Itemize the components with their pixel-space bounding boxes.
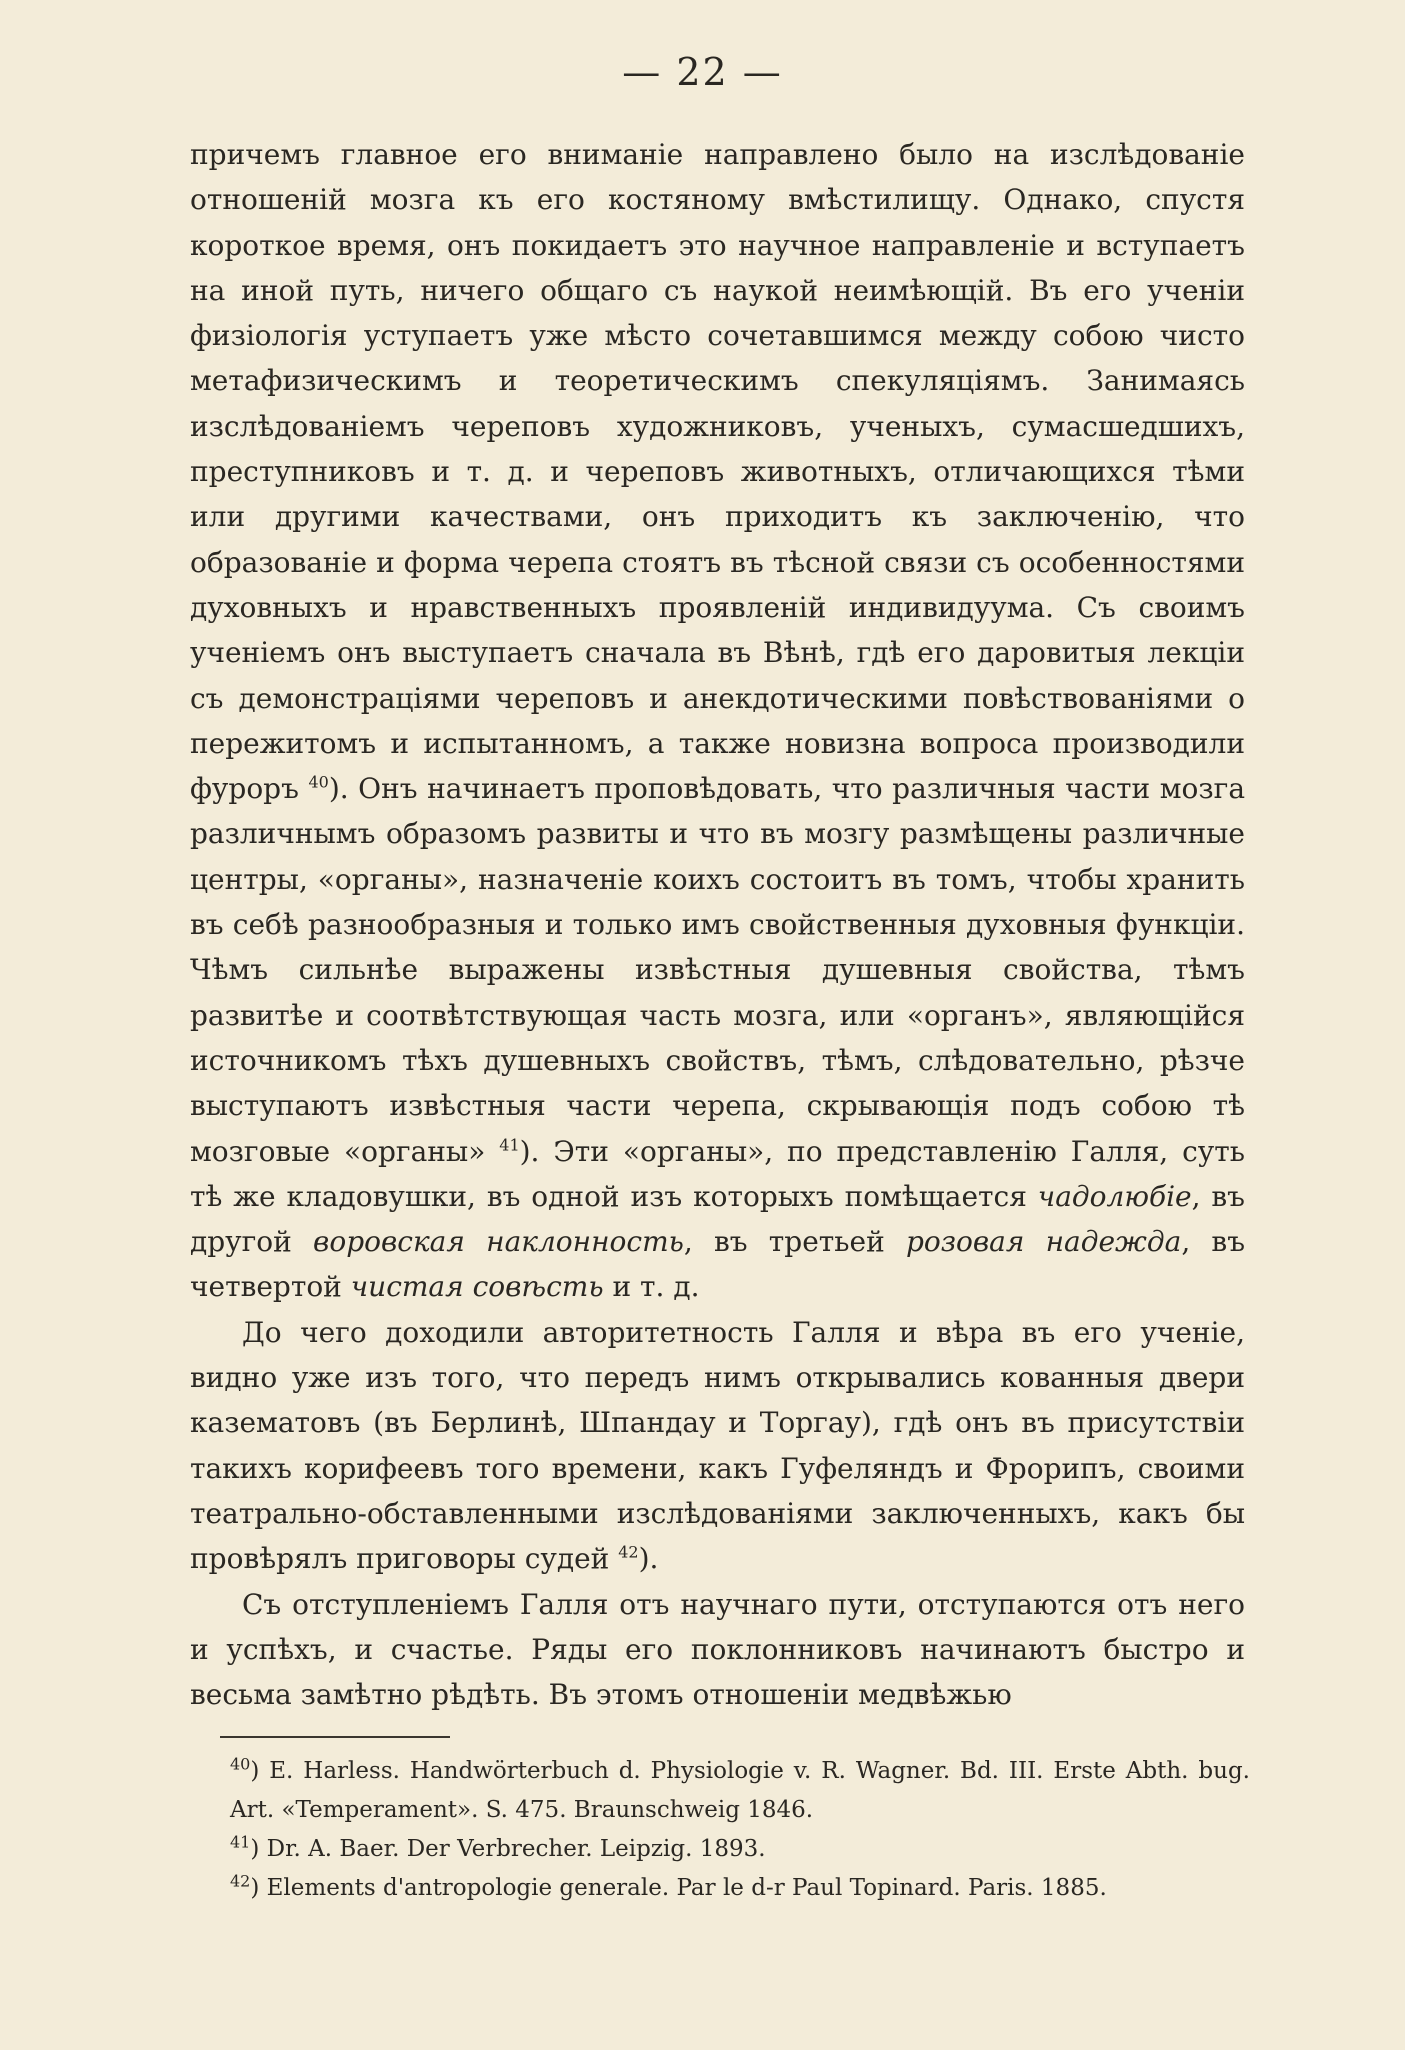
text-run: Съ отступленіемъ Галля отъ научнаго пути, отступаются отъ него и успѣхъ, и счастье. Ряды его поклонниковъ начинаютъ быстро и весьма замѣтно рѣдѣть. Въ этомъ отношеніи медвѣжью: [190, 1587, 1245, 1712]
italic-phrase: воровская наклонность: [313, 1225, 684, 1259]
footnote-ref: 40: [308, 772, 329, 792]
text-run: ). Онъ начинаетъ проповѣдовать, что различныя части мозга различнымъ образомъ развиты и что въ мозгу размѣщены различные центры, «органы», назначеніе коихъ состоитъ въ томъ, чтобы хранить въ себѣ разнообразныя и только имъ свойственныя духовныя функціи. Чѣмъ сильнѣе выражены извѣстныя душевныя свойства, тѣмъ развитѣе и соотвѣтствующая часть мозга, или «органъ», являющійся источникомъ тѣхъ душевныхъ свойствъ, тѣмъ, слѣдовательно, рѣзче выступаютъ извѣстныя части черепа, скрывающія подъ собою тѣ мозговые «органы»: [190, 772, 1246, 1168]
text-run: причемъ главное его вниманіе направлено было на изслѣдованіе отношеній мозга къ его костяному вмѣстилищу. Однако, спустя короткое время, онъ покидаетъ это научное направленіе и вступаетъ на иной путь, ничего общаго съ наукой неимѣющій. Въ его ученіи физіологія уступаетъ уже мѣсто сочетавшимся между собою чисто метафизическимъ и теоретическимъ спекуляціямъ. Занимаясь изслѣдованіемъ череповъ художниковъ, ученыхъ, сумасшедшихъ, преступниковъ и т. д. и череповъ животныхъ, отличающихся тѣми или другими качествами, онъ приходитъ къ заключенію, что образованіе и форма черепа стоятъ въ тѣсной связи съ особенностями духовныхъ и нравственныхъ проявленій индивидуума. Съ своимъ ученіемъ онъ выступаетъ сначала въ Вѣнѣ, гдѣ его даровитыя лекціи съ демонстраціями череповъ и анекдотическими повѣствованіями о пережитомъ и испытанномъ, а также новизна вопроса производили фуроръ: [190, 138, 1245, 806]
footnote: [220, 1830, 1250, 1869]
text-run: ). Эти «органы», по представленію Галля, суть тѣ же кладовушки, въ одной изъ которыхъ помѣщается: [190, 1134, 1245, 1213]
text-run: , въ четвертой: [190, 1225, 1246, 1304]
italic-phrase: чадолюбіе: [1037, 1179, 1192, 1213]
footnote-mark: 41: [230, 1832, 251, 1852]
footnote-ref: 41: [499, 1135, 520, 1155]
footnotes: [220, 1752, 1250, 1908]
footnote-mark: 42: [230, 1871, 251, 1891]
text-run: До чего доходили авторитетность Галля и вѣра въ его ученіе, видно уже изъ того, что передъ нимъ открывались кованныя двери казематовъ (въ Берлинѣ, Шпандау и Торгау), гдѣ онъ въ присутствіи такихъ корифеевъ того времени, какъ Гуфеляндъ и Фрорипъ, своими театрально-обставленными изслѣдованіями заключенныхъ, какъ бы провѣрялъ приговоры судей: [190, 1315, 1245, 1576]
paragraph: [190, 132, 1245, 1310]
body-text: [190, 132, 1245, 1717]
footnote-divider: [220, 1736, 450, 1738]
footnote: [220, 1869, 1250, 1908]
paragraph: [190, 1582, 1245, 1718]
text-run: и т. д.: [603, 1270, 700, 1304]
footnote-mark: 40: [230, 1754, 251, 1774]
text-run: ).: [638, 1542, 659, 1576]
footnote-text: ) Dr. A. Baer. Der Verbrecher. Leipzig. 1893.: [250, 1836, 766, 1862]
text-run: , въ другой: [190, 1179, 1245, 1259]
paragraph: [190, 1310, 1245, 1582]
page-number: — 22 —: [622, 50, 783, 94]
footnote-text: ) E. Harless. Handwörterbuch d. Physiologie v. R. Wagner. Bd. III. Erste Abth. bug. Art. «Temperament». S. 475. Braunschweig 1846.: [230, 1758, 1250, 1823]
italic-phrase: чистая совѣсть: [350, 1270, 604, 1304]
text-run: , въ третьей: [683, 1225, 906, 1259]
footnote-text: ) Elements d'antropologie generale. Par le d-r Paul Topinard. Paris. 1885.: [250, 1875, 1107, 1901]
footnote-ref: 42: [618, 1542, 639, 1562]
footnote: [220, 1752, 1250, 1830]
italic-phrase: розовая надежда: [905, 1225, 1182, 1259]
